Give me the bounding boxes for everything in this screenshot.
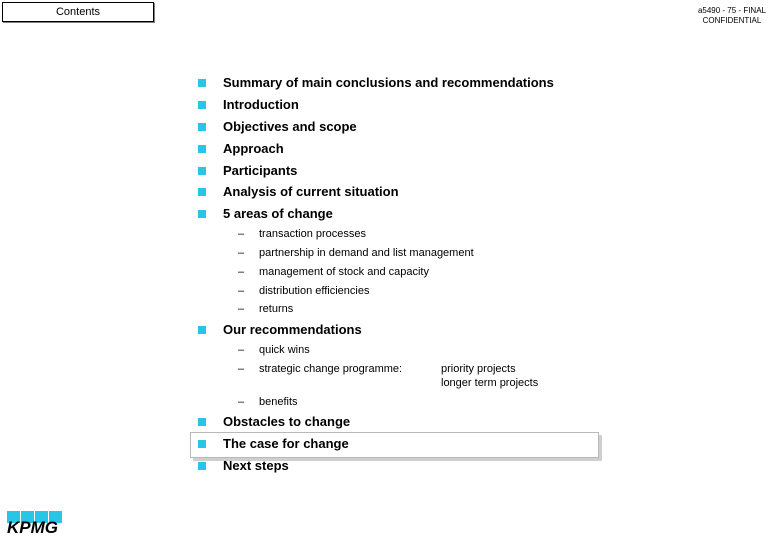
sub-item-partnership[interactable] bbox=[238, 246, 474, 260]
contents-item-label: Objectives and scope bbox=[223, 119, 357, 134]
square-bullet-icon bbox=[198, 145, 206, 153]
dash-marker: – bbox=[238, 363, 245, 375]
contents-item-label: Summary of main conclusions and recommendations bbox=[223, 75, 554, 90]
square-bullet-icon bbox=[198, 123, 206, 131]
sub-item-quick-wins[interactable] bbox=[238, 343, 310, 357]
contents-item-case-for-change[interactable] bbox=[198, 435, 349, 453]
contents-item-label: Analysis of current situation bbox=[223, 184, 399, 199]
square-bullet-icon bbox=[198, 440, 206, 448]
contents-item-approach[interactable] bbox=[198, 140, 284, 158]
sub-item-label: quick wins bbox=[259, 344, 310, 356]
square-bullet-icon bbox=[198, 167, 206, 175]
square-bullet-icon bbox=[198, 462, 206, 470]
dash-marker: – bbox=[238, 303, 245, 315]
contents-item-obstacles[interactable] bbox=[198, 413, 350, 431]
kpmg-logo bbox=[7, 511, 65, 535]
sub-item-label: partnership in demand and list management bbox=[259, 247, 474, 259]
square-bullet-icon bbox=[198, 418, 206, 426]
square-bullet-icon bbox=[198, 101, 206, 109]
contents-item-analysis[interactable] bbox=[198, 183, 399, 201]
contents-item-label: 5 areas of change bbox=[223, 206, 333, 221]
sub-item-benefits[interactable] bbox=[238, 395, 298, 409]
contents-item-introduction[interactable] bbox=[198, 96, 299, 114]
dash-marker: – bbox=[238, 266, 245, 278]
sub-item-label: management of stock and capacity bbox=[259, 266, 429, 278]
dash-marker: – bbox=[238, 396, 245, 408]
contents-item-label: Obstacles to change bbox=[223, 414, 351, 429]
document-reference bbox=[698, 6, 766, 26]
contents-item-label: Approach bbox=[223, 141, 284, 156]
sub-item-returns[interactable] bbox=[238, 302, 293, 316]
logo-text: KPMG bbox=[7, 518, 58, 537]
square-bullet-icon bbox=[198, 326, 206, 334]
dash-marker: – bbox=[238, 247, 245, 259]
sub-item-longer-term-projects[interactable]: longer term projects bbox=[441, 377, 539, 389]
contents-item-label: Participants bbox=[223, 163, 298, 178]
confidential-label: CONFIDENTIAL bbox=[702, 16, 762, 25]
contents-item-next-steps[interactable] bbox=[198, 457, 289, 475]
sub-item-label: strategic change programme: bbox=[259, 363, 403, 375]
contents-item-recommendations[interactable] bbox=[198, 321, 362, 339]
dash-marker: – bbox=[238, 285, 245, 297]
sub-item-label: returns bbox=[259, 303, 294, 315]
contents-item-label: Introduction bbox=[223, 97, 299, 112]
contents-item-label: Our recommendations bbox=[223, 322, 362, 337]
contents-item-label: Next steps bbox=[223, 458, 289, 473]
contents-item-summary[interactable] bbox=[198, 74, 554, 92]
contents-item-objectives[interactable] bbox=[198, 118, 357, 136]
sub-item-label: benefits bbox=[259, 396, 298, 408]
doc-ref-number: a5490 - 75 - FINAL bbox=[697, 6, 766, 15]
sub-item-label: transaction processes bbox=[259, 228, 366, 240]
sub-item-strategic[interactable] bbox=[238, 362, 402, 376]
dash-marker: – bbox=[238, 344, 245, 356]
contents-item-participants[interactable] bbox=[198, 162, 297, 180]
square-bullet-icon bbox=[198, 188, 206, 196]
sub-item-distribution[interactable] bbox=[238, 284, 369, 298]
contents-item-areas-of-change[interactable] bbox=[198, 205, 333, 223]
dash-marker: – bbox=[238, 228, 245, 240]
sub-item-priority-projects[interactable]: priority projects bbox=[441, 363, 516, 375]
square-bullet-icon bbox=[198, 210, 206, 218]
page-title: Contents bbox=[2, 2, 154, 22]
square-bullet-icon bbox=[198, 79, 206, 87]
sub-item-transaction[interactable] bbox=[238, 227, 366, 241]
sub-item-stock[interactable] bbox=[238, 265, 429, 279]
sub-item-label: distribution efficiencies bbox=[259, 285, 370, 297]
contents-item-label: The case for change bbox=[223, 436, 349, 451]
